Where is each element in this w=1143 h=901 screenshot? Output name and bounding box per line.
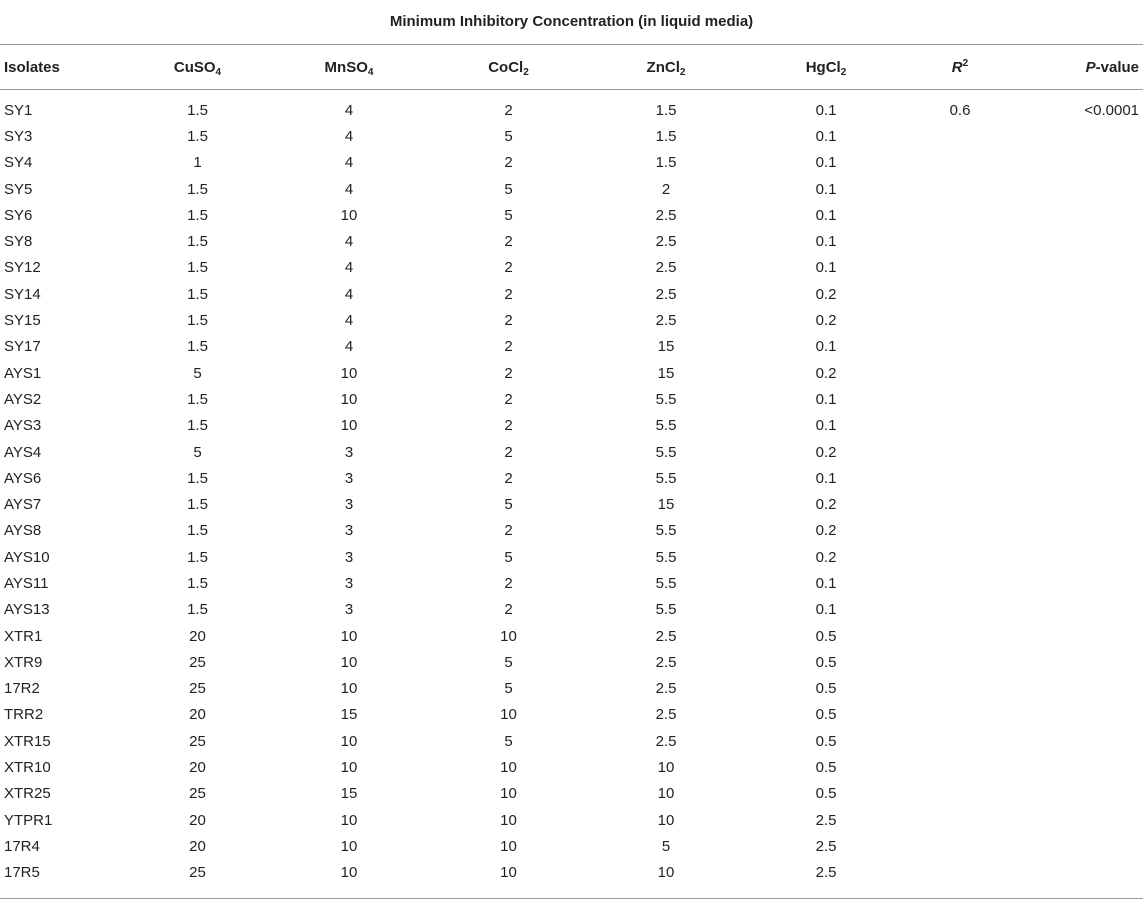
cell-zncl2: 2.5 [655, 732, 677, 750]
cell-isolate: TRR2 [4, 706, 44, 724]
cell-zncl2: 5.5 [655, 390, 677, 408]
cell-zncl2: 5.5 [655, 417, 677, 435]
cell-isolate: AYS7 [4, 496, 42, 514]
table-row [0, 465, 1143, 491]
cell-zncl2: 2.5 [655, 653, 677, 671]
cell-cocl2: 2 [504, 101, 513, 119]
cell-cuso4: 20 [189, 811, 206, 829]
cell-hgcl2: 2.5 [815, 811, 837, 829]
table-row [0, 649, 1143, 675]
table-row [0, 386, 1143, 412]
cell-cuso4: 1.5 [187, 601, 208, 619]
cell-cuso4: 20 [189, 837, 206, 855]
cell-mnso4: 4 [344, 101, 354, 119]
cell-cuso4: 20 [189, 759, 206, 777]
cell-hgcl2: 0.2 [815, 522, 837, 540]
table-row [0, 518, 1143, 544]
cell-cuso4: 1.5 [187, 522, 208, 540]
cell-r2 [904, 413, 1016, 439]
mic-table [0, 45, 1143, 886]
cell-pvalue [1016, 255, 1143, 281]
cell-pvalue [1016, 360, 1143, 386]
cell-isolate: SY15 [4, 312, 41, 330]
cell-hgcl2: 0.1 [815, 101, 837, 119]
table-body [0, 89, 1143, 886]
cell-r2 [904, 544, 1016, 570]
cell-mnso4: 3 [344, 443, 354, 461]
cell-isolate: AYS4 [4, 443, 42, 461]
cell-cuso4: 1.5 [187, 259, 208, 277]
table-row [0, 860, 1143, 886]
cell-cocl2: 5 [504, 180, 513, 198]
cell-mnso4: 10 [340, 417, 358, 435]
col-header-r2: $R^2$ [951, 57, 969, 76]
cell-pvalue [1016, 465, 1143, 491]
cell-hgcl2: 0.5 [815, 785, 837, 803]
cell-mnso4: 10 [340, 811, 358, 829]
cell-cuso4: 1.5 [187, 127, 208, 145]
cell-isolate: SY8 [4, 233, 33, 251]
bottom-rule [0, 898, 1143, 899]
cell-cuso4: 1.5 [187, 469, 208, 487]
table-row [0, 281, 1143, 307]
cell-cuso4: 25 [189, 680, 206, 698]
cell-cuso4: 1.5 [187, 338, 208, 356]
cell-cuso4: 25 [189, 732, 206, 750]
cell-zncl2: 2.5 [655, 285, 677, 303]
cell-pvalue [1016, 228, 1143, 254]
col-header-zncl2: ZnCl$_2$ [646, 58, 686, 78]
cell-cuso4: 1.5 [187, 548, 208, 566]
cell-isolate: SY14 [4, 285, 41, 303]
cell-hgcl2: 0.1 [815, 390, 837, 408]
cell-cuso4: 20 [189, 627, 206, 645]
cell-cocl2: 10 [500, 759, 517, 777]
cell-zncl2: 1.5 [655, 154, 677, 172]
cell-pvalue [1016, 307, 1143, 333]
cell-mnso4: 10 [340, 837, 358, 855]
table-row [0, 413, 1143, 439]
cell-mnso4: 4 [344, 338, 354, 356]
cell-pvalue [1016, 413, 1143, 439]
cell-r2 [904, 518, 1016, 544]
table-row [0, 570, 1143, 596]
cell-mnso4: 4 [344, 312, 354, 330]
cell-pvalue [1016, 807, 1143, 833]
cell-cocl2: 10 [500, 706, 517, 724]
cell-mnso4: 4 [344, 233, 354, 251]
table-row [0, 781, 1143, 807]
cell-pvalue [1016, 754, 1143, 780]
cell-hgcl2: 0.5 [815, 732, 837, 750]
cell-isolate: XTR1 [4, 627, 43, 645]
cell-cuso4: 1.5 [187, 574, 208, 592]
table-row [0, 334, 1143, 360]
cell-isolate: XTR25 [4, 785, 51, 803]
cell-r2 [904, 307, 1016, 333]
cell-isolate: 17R2 [4, 680, 40, 698]
table-row [0, 544, 1143, 570]
cell-zncl2: 10 [657, 785, 675, 803]
cell-cocl2: 2 [504, 574, 513, 592]
cell-cocl2: 5 [504, 548, 513, 566]
cell-hgcl2: 0.2 [815, 285, 837, 303]
cell-mnso4: 3 [344, 601, 354, 619]
cell-r2 [904, 781, 1016, 807]
cell-pvalue [1016, 518, 1143, 544]
cell-cuso4: 1.5 [187, 180, 208, 198]
cell-hgcl2: 0.1 [815, 233, 837, 251]
cell-r2 [904, 176, 1016, 202]
cell-hgcl2: 2.5 [815, 837, 837, 855]
cell-r2 [904, 649, 1016, 675]
cell-cocl2: 10 [500, 627, 517, 645]
cell-mnso4: 3 [344, 574, 354, 592]
cell-hgcl2: 0.5 [815, 680, 837, 698]
cell-cocl2: 5 [504, 127, 513, 145]
cell-cocl2: 2 [504, 233, 513, 251]
table-row [0, 97, 1143, 123]
cell-cuso4: 1.5 [187, 417, 208, 435]
cell-hgcl2: 0.1 [815, 154, 837, 172]
cell-hgcl2: 0.1 [815, 417, 837, 435]
cell-cocl2: 10 [500, 811, 517, 829]
cell-hgcl2: 0.5 [815, 653, 837, 671]
cell-r2 [904, 360, 1016, 386]
cell-cocl2: 2 [504, 364, 513, 382]
cell-cocl2: 2 [504, 417, 513, 435]
cell-cuso4: 25 [189, 864, 206, 882]
col-header-pvalue: P-value [1085, 58, 1139, 76]
table-row [0, 623, 1143, 649]
cell-hgcl2: 0.5 [815, 706, 837, 724]
cell-mnso4: 4 [344, 180, 354, 198]
cell-cocl2: 2 [504, 338, 513, 356]
cell-mnso4: 10 [340, 364, 358, 382]
cell-cuso4: 1.5 [187, 285, 208, 303]
cell-zncl2: 10 [657, 811, 675, 829]
cell-pvalue [1016, 386, 1143, 412]
cell-zncl2: 10 [657, 864, 675, 882]
cell-r2 [904, 570, 1016, 596]
cell-zncl2: 10 [657, 759, 675, 777]
cell-mnso4: 3 [344, 496, 354, 514]
cell-r2 [904, 833, 1016, 859]
cell-r2 [904, 807, 1016, 833]
cell-isolate: AYS6 [4, 469, 42, 487]
cell-pvalue [1016, 176, 1143, 202]
cell-cuso4: 1.5 [187, 101, 208, 119]
cell-isolate: XTR15 [4, 732, 51, 750]
table-row [0, 833, 1143, 859]
cell-cocl2: 5 [504, 206, 513, 224]
cell-pvalue [1016, 334, 1143, 360]
cell-r2 [904, 754, 1016, 780]
cell-hgcl2: 0.2 [815, 548, 837, 566]
cell-pvalue [1016, 728, 1143, 754]
cell-cocl2: 5 [504, 680, 513, 698]
cell-isolate: 17R5 [4, 864, 40, 882]
cell-zncl2: 15 [657, 364, 675, 382]
cell-r2 [904, 623, 1016, 649]
cell-pvalue [1016, 281, 1143, 307]
table-row [0, 360, 1143, 386]
cell-pvalue [1016, 491, 1143, 517]
cell-r2 [904, 728, 1016, 754]
cell-mnso4: 10 [340, 759, 358, 777]
cell-zncl2: 2.5 [655, 706, 677, 724]
cell-cocl2: 2 [504, 285, 513, 303]
cell-mnso4: 10 [340, 864, 358, 882]
cell-cuso4: 1 [193, 154, 202, 172]
cell-zncl2: 15 [657, 496, 675, 514]
cell-pvalue [1016, 649, 1143, 675]
table-row [0, 255, 1143, 281]
cell-zncl2: 2.5 [655, 680, 677, 698]
cell-hgcl2: 0.1 [815, 469, 837, 487]
cell-isolate: AYS13 [4, 601, 50, 619]
cell-mnso4: 3 [344, 469, 354, 487]
table-row [0, 150, 1143, 176]
cell-hgcl2: 0.5 [815, 627, 837, 645]
cell-pvalue [1016, 439, 1143, 465]
cell-isolate: SY3 [4, 127, 33, 145]
col-header-cuso4: CuSO$_4$ [173, 58, 222, 78]
col-header-hgcl2: HgCl$_2$ [805, 58, 847, 78]
cell-mnso4: 3 [344, 522, 354, 540]
cell-zncl2: 5.5 [655, 548, 677, 566]
cell-r2 [904, 281, 1016, 307]
col-header-isolates: Isolates [4, 58, 60, 76]
cell-r2 [904, 465, 1016, 491]
cell-hgcl2: 0.1 [815, 206, 837, 224]
cell-cocl2: 5 [504, 653, 513, 671]
table-row [0, 702, 1143, 728]
cell-cocl2: 2 [504, 259, 513, 277]
cell-zncl2: 2.5 [655, 259, 677, 277]
cell-mnso4: 4 [344, 127, 354, 145]
cell-pvalue: <0.0001 [1084, 101, 1139, 119]
cell-r2 [904, 702, 1016, 728]
cell-mnso4: 4 [344, 154, 354, 172]
cell-isolate: YTPR1 [4, 811, 53, 829]
cell-cocl2: 2 [504, 469, 513, 487]
cell-r2 [904, 597, 1016, 623]
cell-pvalue [1016, 676, 1143, 702]
col-header-cocl2: CoCl$_2$ [488, 58, 529, 78]
cell-isolate: SY5 [4, 180, 33, 198]
cell-isolate: SY12 [4, 259, 41, 277]
cell-hgcl2: 0.2 [815, 443, 837, 461]
table-row [0, 676, 1143, 702]
cell-cuso4: 1.5 [187, 312, 208, 330]
cell-cuso4: 25 [189, 785, 206, 803]
cell-zncl2: 2.5 [655, 312, 677, 330]
cell-r2 [904, 334, 1016, 360]
col-header-mnso4: MnSO$_4$ [324, 58, 374, 78]
table-row [0, 202, 1143, 228]
cell-cocl2: 10 [500, 785, 517, 803]
cell-cuso4: 1.5 [187, 206, 208, 224]
cell-hgcl2: 0.5 [815, 759, 837, 777]
cell-cuso4: 5 [193, 364, 202, 382]
cell-hgcl2: 0.1 [815, 338, 837, 356]
cell-cuso4: 5 [193, 443, 202, 461]
cell-pvalue [1016, 123, 1143, 149]
cell-r2 [904, 228, 1016, 254]
cell-pvalue [1016, 202, 1143, 228]
cell-isolate: AYS2 [4, 390, 42, 408]
header-row [0, 45, 1143, 89]
cell-cocl2: 2 [504, 443, 513, 461]
cell-hgcl2: 0.2 [815, 496, 837, 514]
cell-hgcl2: 0.1 [815, 180, 837, 198]
cell-r2 [904, 439, 1016, 465]
cell-mnso4: 3 [344, 548, 354, 566]
cell-r2 [904, 202, 1016, 228]
cell-mnso4: 10 [340, 732, 358, 750]
spacer-cell [0, 89, 1143, 97]
cell-cocl2: 10 [500, 837, 517, 855]
cell-isolate: SY17 [4, 338, 41, 356]
table-row [0, 307, 1143, 333]
cell-cuso4: 20 [189, 706, 206, 724]
cell-cocl2: 2 [504, 522, 513, 540]
cell-zncl2: 5.5 [655, 522, 677, 540]
cell-mnso4: 10 [340, 680, 358, 698]
cell-cocl2: 2 [504, 601, 513, 619]
cell-cocl2: 10 [500, 864, 517, 882]
cell-zncl2: 2.5 [655, 233, 677, 251]
cell-zncl2: 5.5 [655, 469, 677, 487]
cell-mnso4: 10 [340, 206, 358, 224]
cell-isolate: SY1 [4, 101, 33, 119]
cell-zncl2: 1.5 [655, 127, 677, 145]
cell-mnso4: 15 [340, 706, 358, 724]
cell-r2 [904, 123, 1016, 149]
cell-isolate: AYS11 [4, 574, 49, 592]
cell-isolate: 17R4 [4, 837, 40, 855]
cell-mnso4: 10 [340, 653, 358, 671]
cell-isolate: AYS3 [4, 417, 42, 435]
cell-zncl2: 5.5 [655, 601, 677, 619]
table-title: Minimum Inhibitory Concentration (in liquid media) [389, 13, 754, 30]
cell-pvalue [1016, 781, 1143, 807]
table-row [0, 807, 1143, 833]
cell-cocl2: 2 [504, 154, 513, 172]
cell-pvalue [1016, 570, 1143, 596]
cell-zncl2: 2.5 [655, 206, 677, 224]
cell-cocl2: 2 [504, 312, 513, 330]
table-row [0, 123, 1143, 149]
header-spacer [0, 89, 1143, 97]
cell-r2: 0.6 [949, 101, 971, 119]
cell-isolate: AYS8 [4, 522, 42, 540]
cell-isolate: SY6 [4, 206, 33, 224]
cell-pvalue [1016, 597, 1143, 623]
cell-zncl2: 5.5 [655, 574, 677, 592]
cell-zncl2: 2.5 [655, 627, 677, 645]
cell-hgcl2: 0.2 [815, 364, 837, 382]
cell-hgcl2: 0.1 [815, 574, 837, 592]
cell-mnso4: 15 [340, 785, 358, 803]
cell-pvalue [1016, 833, 1143, 859]
cell-zncl2: 1.5 [655, 101, 677, 119]
cell-pvalue [1016, 702, 1143, 728]
cell-r2 [904, 676, 1016, 702]
cell-r2 [904, 860, 1016, 886]
table-row [0, 491, 1143, 517]
cell-hgcl2: 2.5 [815, 864, 837, 882]
cell-pvalue [1016, 150, 1143, 176]
cell-cocl2: 5 [504, 732, 513, 750]
cell-isolate: XTR9 [4, 653, 43, 671]
cell-zncl2: 5 [661, 837, 671, 855]
table-row [0, 228, 1143, 254]
cell-isolate: AYS10 [4, 548, 50, 566]
cell-cocl2: 2 [504, 390, 513, 408]
table-row [0, 439, 1143, 465]
cell-r2 [904, 386, 1016, 412]
cell-hgcl2: 0.1 [815, 259, 837, 277]
table-row [0, 597, 1143, 623]
cell-mnso4: 4 [344, 259, 354, 277]
cell-hgcl2: 0.1 [815, 601, 837, 619]
cell-cocl2: 5 [504, 496, 513, 514]
cell-r2 [904, 491, 1016, 517]
cell-hgcl2: 0.2 [815, 312, 837, 330]
cell-cuso4: 1.5 [187, 390, 208, 408]
cell-zncl2: 2 [661, 180, 671, 198]
cell-isolate: AYS1 [4, 364, 42, 382]
cell-cuso4: 1.5 [187, 496, 208, 514]
cell-cuso4: 1.5 [187, 233, 208, 251]
cell-pvalue [1016, 544, 1143, 570]
cell-r2 [904, 255, 1016, 281]
cell-mnso4: 10 [340, 390, 358, 408]
cell-pvalue [1016, 860, 1143, 886]
cell-isolate: SY4 [4, 154, 33, 172]
cell-mnso4: 10 [340, 627, 358, 645]
cell-r2 [904, 150, 1016, 176]
table-row [0, 754, 1143, 780]
table-row [0, 728, 1143, 754]
cell-cuso4: 25 [189, 653, 206, 671]
cell-zncl2: 15 [657, 338, 675, 356]
table-row [0, 176, 1143, 202]
cell-zncl2: 5.5 [655, 443, 677, 461]
cell-pvalue [1016, 623, 1143, 649]
cell-mnso4: 4 [344, 285, 354, 303]
cell-isolate: XTR10 [4, 759, 51, 777]
cell-hgcl2: 0.1 [815, 127, 837, 145]
